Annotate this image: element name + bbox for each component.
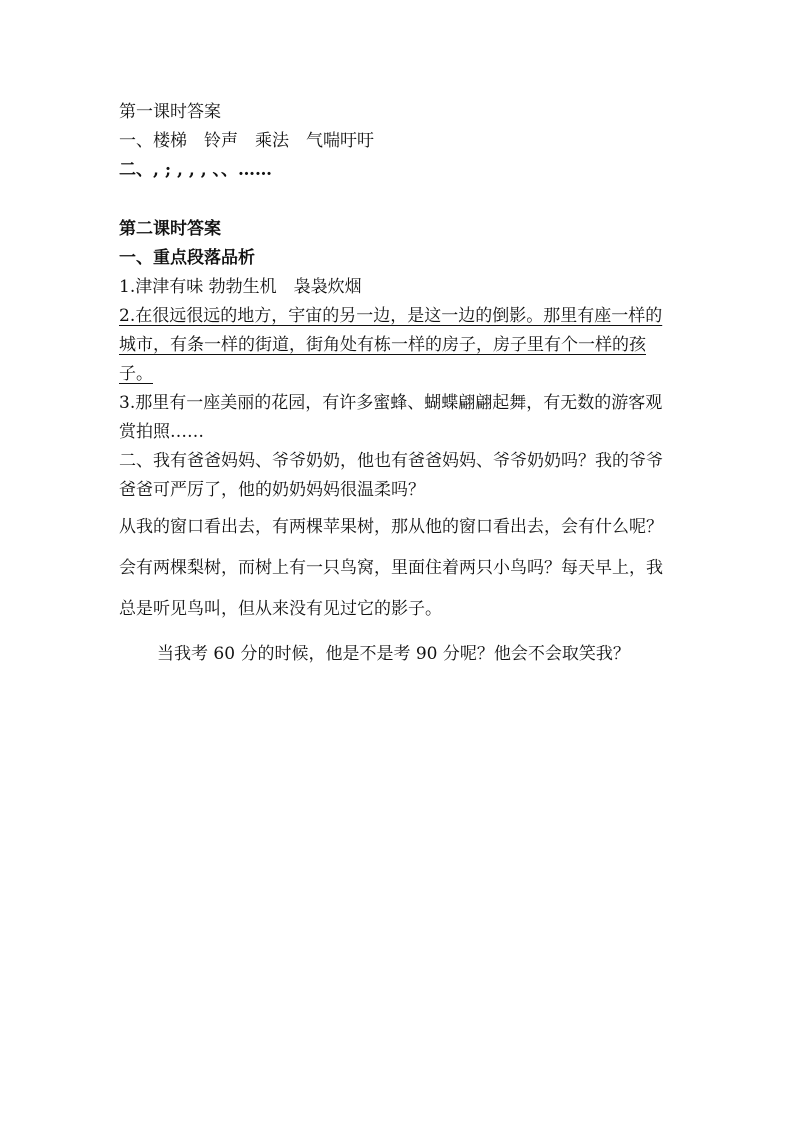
lesson2-item-3: 3.那里有一座美丽的花园，有许多蜜蜂、蝴蝶翩翩起舞，有无数的游客观赏拍照……	[119, 393, 663, 442]
lesson2-item-2: 2.在很远很远的地方，宇宙的另一边，是这一边的倒影。那里有座一样的城市，有条一样的街道，街角处有栋一样的房子，房子里有个一样的孩子。	[119, 306, 663, 384]
paragraph-window: 从我的窗口看出去，有两棵苹果树，那从他的窗口看出去，会有什么呢？会有两棵梨树，而树上有一只鸟窝，里面住着两只小鸟吗？每天早上，我总是听见鸟叫，但从来没有见过它的影子。	[119, 517, 663, 619]
lesson2-title: 第二课时答案	[119, 219, 221, 239]
lesson1-title: 第一课时答案	[119, 102, 221, 122]
section-spacer	[119, 185, 675, 215]
lesson1-answer-1: 一、楼梯 铃声 乘法 气喘吁吁	[119, 131, 374, 151]
lesson2-section1-heading: 一、重点段落品析	[119, 248, 255, 268]
paragraph-score: 当我考 60 分的时候，他是不是考 90 分呢？他会不会取笑我？	[157, 644, 630, 664]
lesson2-item-1: 1.津津有味 勃勃生机 袅袅炊烟	[119, 277, 362, 297]
lesson2-section2: 二、我有爸爸妈妈、爷爷奶奶，他也有爸爸妈妈、爷爷奶奶吗？我的爷爷爸爸可严厉了，他的奶奶妈妈很温柔吗？	[119, 451, 663, 500]
answer-content	[119, 98, 675, 669]
lesson1-answer-2: 二、, ; , , , 、、……	[119, 160, 273, 180]
